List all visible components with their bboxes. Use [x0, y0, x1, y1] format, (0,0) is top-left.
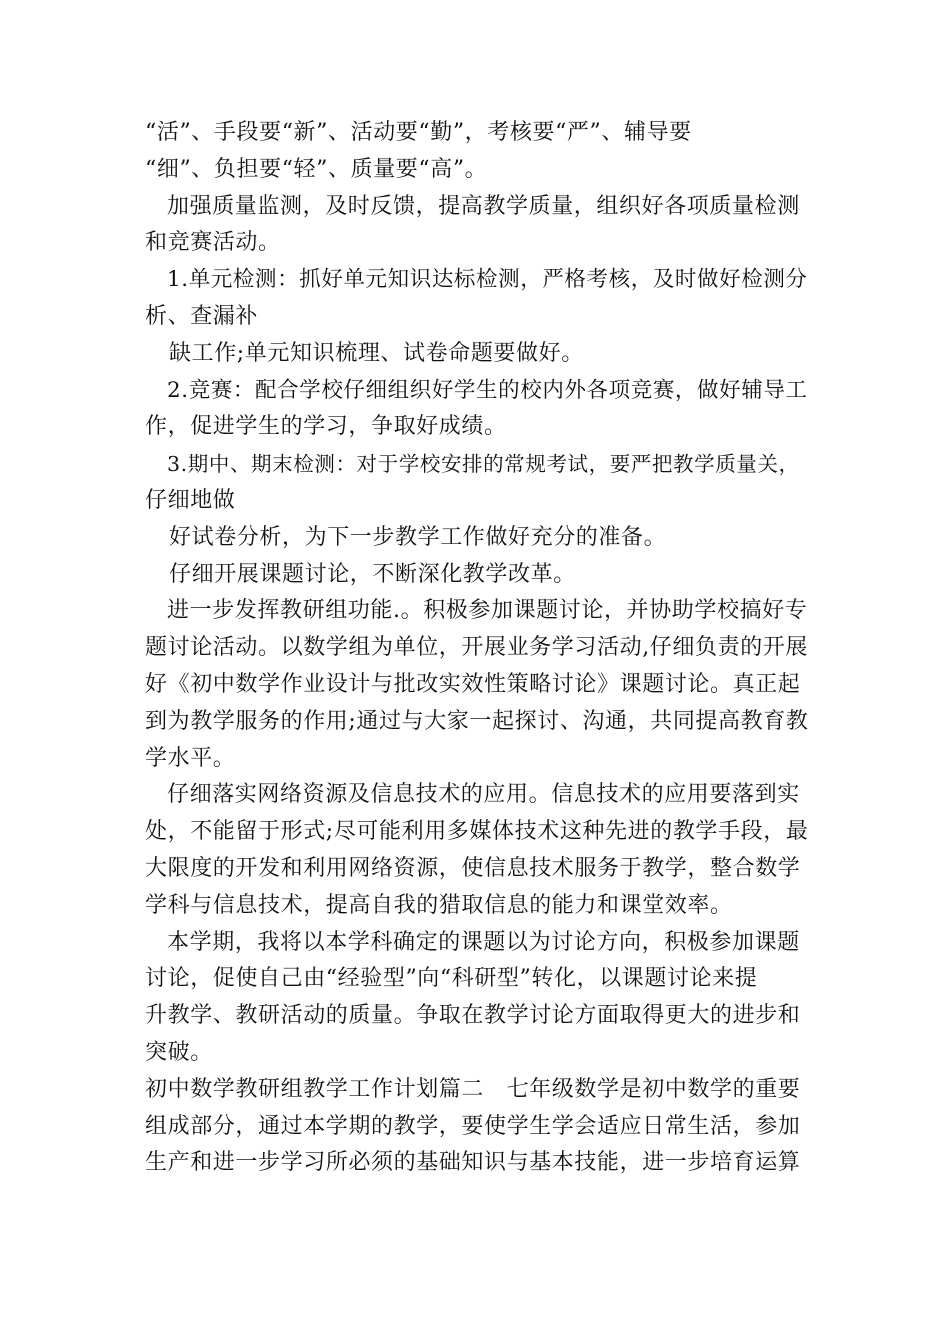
text-line: 3.期中、期末检测：对于学校安排的常规考试，要严把教学质量关，: [167, 452, 800, 477]
text-line: “细”、负担要“轻”、质量要“高”。: [145, 156, 488, 182]
text-line: 处，不能留于形式;尽可能利用多媒体技术这种先进的教学手段，最: [145, 819, 809, 845]
text-line: 仔细地做: [145, 487, 236, 513]
text-line: 学水平。: [145, 745, 236, 771]
text-line: 大限度的开发和利用网络资源，使信息技术服务于教学，整合数学: [145, 855, 801, 881]
text-line: 仔细开展课题讨论，不断深化教学改革。: [169, 561, 576, 587]
text-line: 1.单元检测：抓好单元知识达标检测，严格考核，及时做好检测分: [167, 267, 808, 293]
text-line: 好《初中数学作业设计与批改实效性策略讨论》课题讨论。真正起: [145, 671, 801, 697]
text-line: 到为教学服务的作用;通过与大家一起探讨、沟通，共同提高教育教: [145, 708, 809, 734]
text-line: 组成部分，通过本学期的教学，要使学生学会适应日常生活，参加: [145, 1113, 801, 1139]
text-line: 学科与信息技术，提高自我的猎取信息的能力和课堂效率。: [145, 892, 733, 918]
text-line: 进一步发挥教研组功能.。积极参加课题讨论，并协助学校搞好专: [167, 598, 808, 624]
text-line: 题讨论活动。以数学组为单位，开展业务学习活动,仔细负责的开展: [145, 635, 808, 661]
text-line: 仔细落实网络资源及信息技术的应用。信息技术的应用要落到实: [167, 782, 800, 808]
text-line: 讨论，促使自己由“经验型”向“科研型”转化，以课题讨论来提: [145, 966, 758, 992]
text-line: 加强质量监测，及时反馈，提高教学质量，组织好各项质量检测: [167, 193, 800, 219]
section-heading-line: 初中数学教研组教学工作计划篇二 七年级数学是初中数学的重要: [145, 1076, 801, 1102]
text-line: 和竞赛活动。: [145, 230, 281, 256]
text-line: 缺工作;单元知识梳理、试卷命题要做好。: [169, 340, 584, 366]
text-line: 升教学、教研活动的质量。争取在教学讨论方面取得更大的进步和: [145, 1003, 801, 1029]
text-line: 突破。: [145, 1039, 213, 1065]
text-line: 好试卷分析，为下一步教学工作做好充分的准备。: [169, 524, 667, 550]
text-line: “活”、手段要“新”、活动要“勤”，考核要“严”、辅导要: [145, 120, 692, 145]
document-body: [145, 115, 810, 1182]
text-line: 析、查漏补: [145, 303, 259, 329]
text-line: 生产和进一步学习所必须的基础知识与基本技能，进一步培育运算: [145, 1150, 801, 1176]
text-line: 2.竞赛：配合学校仔细组织好学生的校内外各项竞赛，做好辅导工: [167, 377, 808, 403]
text-line: 本学期，我将以本学科确定的课题以为讨论方向，积极参加课题: [167, 929, 800, 955]
text-line: 作，促进学生的学习，争取好成绩。: [145, 414, 507, 440]
